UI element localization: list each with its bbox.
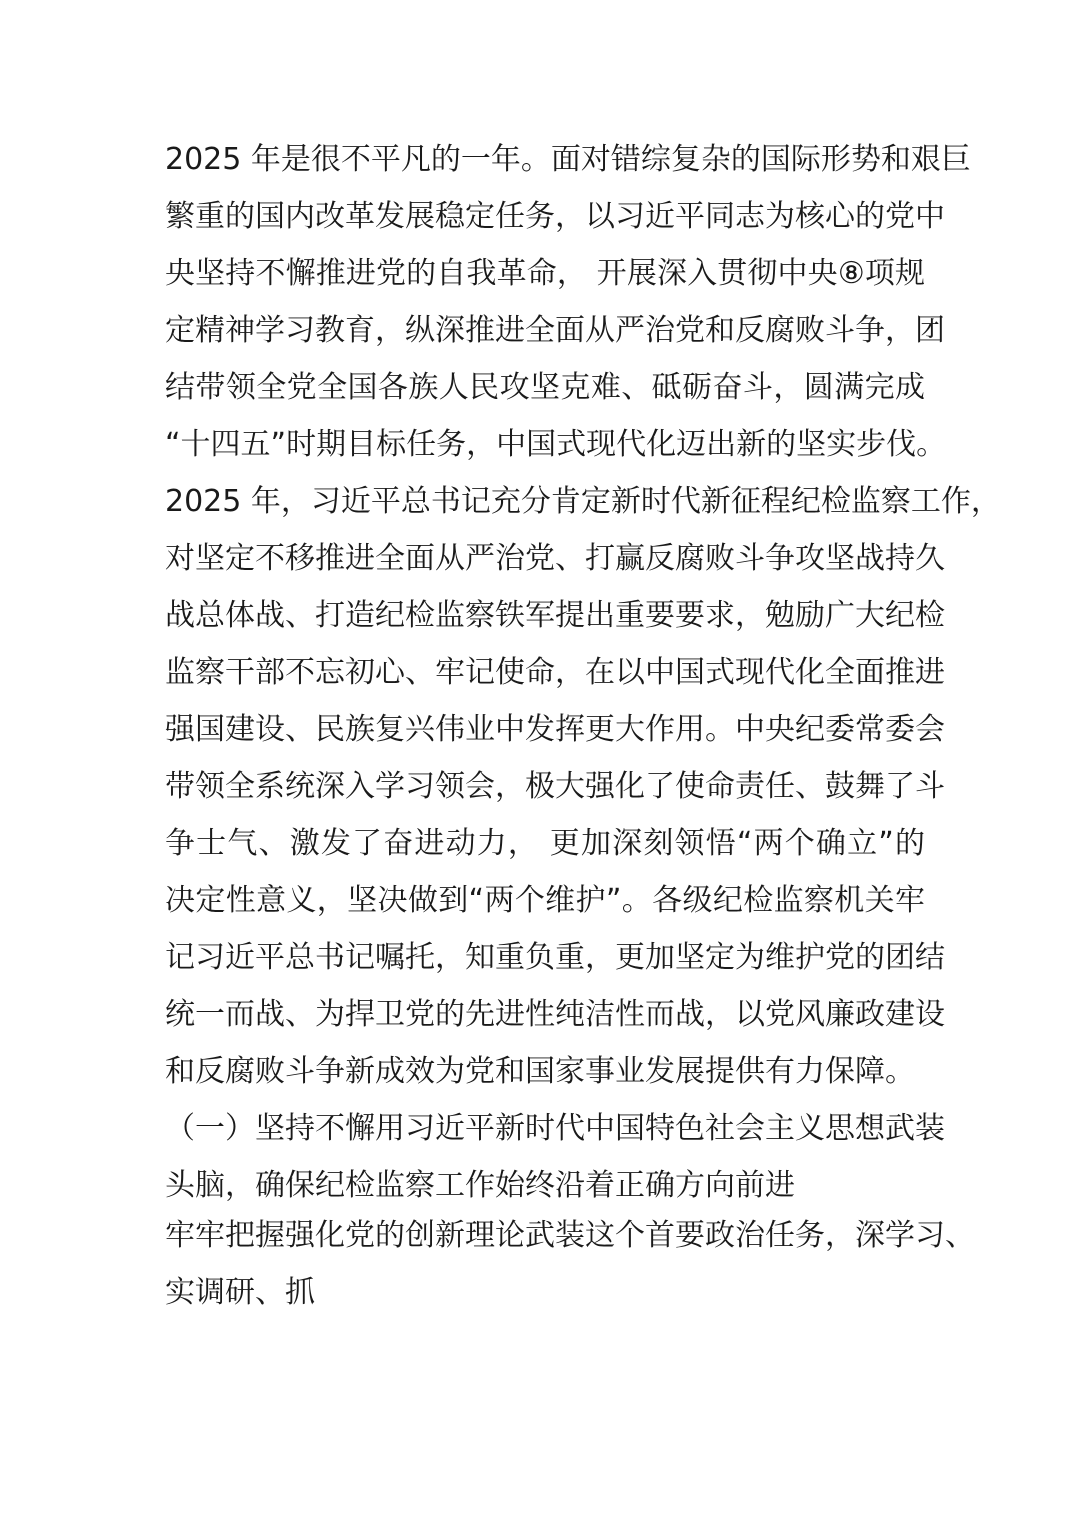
- paragraph-1-line-3: 央坚持不懈推进党的自我革命， 开展深入贯彻中央⑧项规: [165, 256, 925, 291]
- section-heading-line-1: （一）坚持不懈用习近平新时代中国特色社会主义思想武装: [165, 1111, 945, 1146]
- paragraph-2-line-10: 统一而战、为捍卫党的先进性纯洁性而战，以党风廉政建设: [165, 997, 945, 1032]
- paragraph-4-line-1: 牢牢把握强化党的创新理论武装这个首要政治任务，深学习、: [165, 1218, 975, 1253]
- paragraph-2-line-3: 战总体战、打造纪检监察铁军提出重要要求，勉励广大纪检: [165, 598, 945, 633]
- paragraph-2-line-7: 争士气、激发了奋进动力， 更加深刻领悟“两个确立”的: [165, 826, 925, 861]
- paragraph-1-line-2: 繁重的国内改革发展稳定任务，以习近平同志为核心的党中: [165, 199, 945, 234]
- paragraph-2-line-4: 监察干部不忘初心、牢记使命，在以中国式现代化全面推进: [165, 655, 945, 690]
- paragraph-2-line-9: 记习近平总书记嘱托，知重负重，更加坚定为维护党的团结: [165, 940, 945, 975]
- section-heading-line-2: 头脑，确保纪检监察工作始终沿着正确方向前进: [165, 1168, 795, 1203]
- paragraph-2-line-8: 决定性意义，坚决做到“两个维护”。各级纪检监察机关牢: [165, 883, 925, 918]
- paragraph-2-line-2: 对坚定不移推进全面从严治党、打赢反腐败斗争攻坚战持久: [165, 541, 945, 576]
- paragraph-1-line-4: 定精神学习教育，纵深推进全面从严治党和反腐败斗争，团: [165, 313, 945, 348]
- paragraph-1-line-6: “十四五”时期目标任务，中国式现代化迈出新的坚实步伐。: [165, 427, 947, 462]
- paragraph-2-line-11: 和反腐败斗争新成效为党和国家事业发展提供有力保障。: [165, 1054, 915, 1089]
- paragraph-1-line-1: 2025 年是很不平凡的一年。面对错综复杂的国际形势和艰巨: [165, 142, 971, 177]
- paragraph-2-line-6: 带领全系统深入学习领会，极大强化了使命责任、鼓舞了斗: [165, 769, 945, 804]
- paragraph-4-line-2: 实调研、抓: [165, 1275, 315, 1310]
- paragraph-2-line-5: 强国建设、民族复兴伟业中发挥更大作用。中央纪委常委会: [165, 712, 945, 747]
- paragraph-1-line-5: 结带领全党全国各族人民攻坚克难、砥砺奋斗，圆满完成: [165, 370, 925, 405]
- paragraph-2-line-1: 2025 年，习近平总书记充分肯定新时代新征程纪检监察工作，: [165, 484, 1001, 519]
